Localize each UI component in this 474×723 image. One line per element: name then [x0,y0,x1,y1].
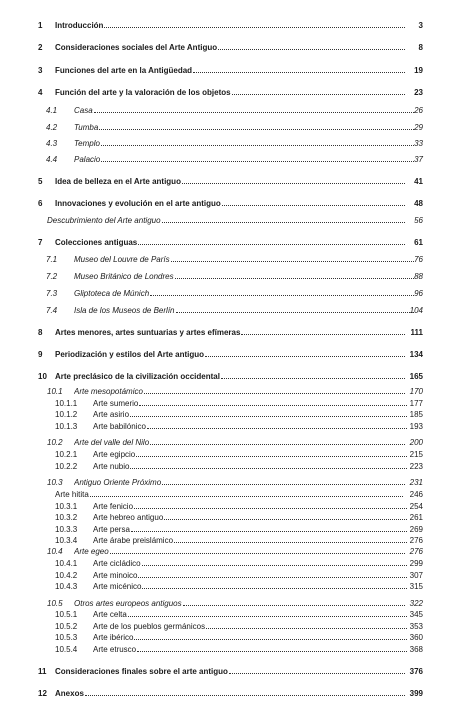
toc-entry-number: 10.1.3 [55,422,78,431]
toc-entry-title: Innovaciones y evolución en el arte antiguo [55,199,221,208]
toc-entry-page: 134 [409,350,423,359]
toc-entry-title: Gliptoteca de Múnich [74,289,150,298]
toc-entry-title: Palacio [74,155,101,164]
toc-entry-title-with-leader [55,688,405,699]
toc-entry[interactable] [0,20,474,31]
dot-leader [128,616,407,617]
toc-entry-title-with-leader [55,20,405,31]
toc-entry-title-with-leader [74,254,414,265]
toc-entry-page: 223 [409,462,423,471]
dot-leader [229,673,405,674]
toc-entry-number: 10.2.2 [55,462,78,471]
toc-entry-number: 10.3.2 [55,513,78,522]
toc-entry-page: 41 [414,177,423,186]
toc-entry[interactable] [0,437,474,448]
toc-entry-number: 7.4 [46,306,58,315]
toc-entry[interactable] [0,409,474,420]
toc-entry-title-with-leader [93,535,407,546]
toc-entry[interactable] [0,501,474,512]
toc-entry-title-with-leader [93,398,407,409]
toc-entry-title-with-leader [93,609,407,620]
toc-entry-page: 231 [409,478,423,487]
toc-entry-title-with-leader [55,176,405,187]
dot-leader [176,312,415,313]
toc-entry-title-with-leader [55,237,405,248]
toc-entry[interactable] [0,535,474,546]
toc-entry-title: Arte de los pueblos germánicos [93,622,206,631]
toc-entry-page: 96 [414,289,423,298]
toc-entry-title-with-leader [74,154,414,165]
dot-leader [193,72,405,73]
toc-entry-number: 4 [38,88,43,97]
toc-entry-title: Introducción [55,21,104,30]
toc-entry[interactable] [0,524,474,535]
toc-entry-title-with-leader [93,409,407,420]
toc-entry-number: 7.3 [46,289,58,298]
dot-leader [162,222,405,223]
toc-entry-title: Arte egeo [74,547,109,556]
toc-entry-page: 104 [409,306,423,315]
toc-entry-page: 165 [409,372,423,381]
toc-entry-page: 61 [414,238,423,247]
toc-entry[interactable] [0,598,474,609]
dot-leader [131,531,407,532]
toc-entry[interactable] [0,271,474,282]
toc-entry-title: Arte etrusco [93,645,137,654]
toc-entry-title: Arte sumerio [93,399,139,408]
toc-entry-page: 353 [409,622,423,631]
toc-entry-number: 5 [38,177,43,186]
toc-entry-page: 56 [414,216,423,225]
toc-entry-page: 193 [409,422,423,431]
toc-entry-title-with-leader [93,581,407,592]
dot-leader [134,508,407,509]
toc-entry-page: 76 [414,255,423,264]
dot-leader [147,428,407,429]
toc-entry-title-with-leader [74,386,405,397]
toc-entry[interactable] [0,42,474,53]
toc-entry-page: 299 [409,559,423,568]
toc-entry-title: Arte hebreo antiguo [93,513,164,522]
toc-entry-title-with-leader [55,65,405,76]
toc-entry-number: 4.2 [46,123,58,132]
dot-leader [171,261,414,262]
dot-leader [144,393,405,394]
toc-entry-title-with-leader [74,288,414,299]
toc-entry-number: 3 [38,66,43,75]
toc-entry[interactable] [0,65,474,76]
toc-entry[interactable] [0,237,474,248]
dot-leader [90,496,403,497]
toc-entry-page: 19 [414,66,423,75]
toc-entry-number: 10.5.4 [55,645,78,654]
toc-entry-page: 246 [409,490,423,499]
dot-leader [134,639,407,640]
toc-entry-page: 88 [414,272,423,281]
toc-entry-number: 10.1 [47,387,63,396]
dot-leader [85,695,405,696]
toc-entry-title: Arte cicládico [93,559,141,568]
toc-entry-title: Consideraciones sociales del Arte Antiguo [55,43,218,52]
toc-entry-title-with-leader [74,546,405,557]
toc-entry-number: 10 [38,372,47,381]
toc-entry-page: 307 [409,571,423,580]
dot-leader [150,444,405,445]
toc-entry-number: 6 [38,199,43,208]
toc-entry-page: 276 [409,547,423,556]
toc-entry-title: Arte nubio [93,462,130,471]
toc-entry-title-with-leader [93,632,407,643]
toc-entry[interactable] [0,609,474,620]
toc-entry-title-with-leader [74,305,414,316]
toc-entry-title-with-leader [93,449,407,460]
toc-entry-title-with-leader [47,215,405,226]
toc-entry-title-with-leader [93,621,407,632]
toc-entry-page: 360 [409,633,423,642]
toc-entry-number: 10.2.1 [55,450,78,459]
toc-entry-title: Otros artes europeos antiguos [74,599,182,608]
toc-entry-title: Antiguo Oriente Próximo [74,478,162,487]
toc-entry-title: Funciones del arte en la Antigüedad [55,66,193,75]
toc-entry-number: 2 [38,43,43,52]
toc-entry-title: Arte asirio [93,410,130,419]
toc-entry-title-with-leader [93,644,407,655]
toc-entry-page: 29 [414,123,423,132]
toc-entry-page: 185 [409,410,423,419]
toc-entry-title: Templo [74,139,100,148]
toc-entry-title: Arte ibérico [93,633,134,642]
toc-entry[interactable] [0,688,474,699]
toc-entry-page: 376 [409,667,423,676]
toc-entry[interactable] [0,558,474,569]
dot-leader [104,27,405,28]
toc-entry-title: Arte del valle del Nilo [74,438,150,447]
dot-leader [222,205,405,206]
toc-entry[interactable] [0,477,474,488]
toc-entry-title: Isla de los Museos de Berlín [74,306,175,315]
toc-entry-number: 10.5 [47,599,63,608]
dot-leader [221,378,405,379]
toc-entry-title: Arte minoico [93,571,138,580]
toc-entry-page: 48 [414,199,423,208]
toc-entry-number: 12 [38,689,47,698]
toc-entry-number: 7.1 [46,255,58,264]
toc-entry-title-with-leader [55,198,405,209]
dot-leader [232,94,405,95]
toc-entry[interactable] [0,632,474,643]
toc-entry[interactable] [0,122,474,133]
dot-leader [138,577,407,578]
toc-entry-page: 26 [414,106,423,115]
toc-entry-number: 10.3.3 [55,525,78,534]
toc-entry-number: 10.3.4 [55,536,78,545]
toc-entry[interactable] [0,489,474,500]
dot-leader [139,405,407,406]
toc-entry-page: 33 [414,139,423,148]
toc-entry-title: Arte árabe preislámico [93,536,174,545]
toc-entry-number: 10.4 [47,547,63,556]
toc-entry-title-with-leader [93,421,407,432]
toc-entry-title-with-leader [74,138,414,149]
dot-leader [218,49,405,50]
toc-entry-title-with-leader [55,489,403,500]
toc-entry-title: Tumba [74,123,99,132]
toc-entry-title-with-leader [55,327,405,338]
dot-leader [136,456,407,457]
dot-leader [182,183,405,184]
toc-entry-number: 10.1.2 [55,410,78,419]
dot-leader [205,356,405,357]
dot-leader [130,416,407,417]
dot-leader [175,278,414,279]
toc-entry-title-with-leader [55,371,405,382]
toc-entry-page: 254 [409,502,423,511]
toc-entry-number: 10.3 [47,478,63,487]
toc-entry[interactable] [0,154,474,165]
toc-entry-page: 200 [409,438,423,447]
dot-leader [183,605,405,606]
toc-entry-number: 4.1 [46,106,58,115]
dot-leader [206,628,407,629]
dot-leader [174,542,407,543]
toc-entry-page: 23 [414,88,423,97]
toc-entry[interactable] [0,176,474,187]
dot-leader [162,484,405,485]
toc-entry-page: 261 [409,513,423,522]
toc-entry[interactable] [0,461,474,472]
toc-entry-number: 10.4.2 [55,571,78,580]
toc-entry-title: Arte preclásico de la civilización occidental [55,372,220,381]
toc-entry-page: 368 [409,645,423,654]
toc-entry-number: 7.2 [46,272,58,281]
toc-entry-number: 11 [38,667,47,676]
toc-entry-title: Arte egipcio [93,450,136,459]
toc-entry[interactable] [0,421,474,432]
toc-entry-page: 345 [409,610,423,619]
toc-entry-number: 10.4.1 [55,559,78,568]
toc-entry[interactable] [0,288,474,299]
toc-entry-number: 10.5.2 [55,622,78,631]
toc-entry-number: 10.3.1 [55,502,78,511]
toc-entry[interactable] [0,198,474,209]
dot-leader [164,519,407,520]
dot-leader [110,553,405,554]
toc-entry-title: Arte fenicio [93,502,134,511]
dot-leader [138,244,405,245]
dot-leader [142,565,407,566]
toc-entry[interactable] [0,138,474,149]
toc-entry-number: 4.3 [46,139,58,148]
dot-leader [142,588,407,589]
toc-entry-title-with-leader [93,501,407,512]
toc-entry-page: 170 [409,387,423,396]
toc-entry-number: 10.5.1 [55,610,78,619]
toc-entry[interactable] [0,215,474,226]
toc-entry-title: Arte hitita [55,490,89,499]
toc-entry-title: Consideraciones finales sobre el arte antiguo [55,667,228,676]
toc-entry-title: Colecciones antiguas [55,238,138,247]
toc-entry-title-with-leader [93,570,407,581]
toc-entry[interactable] [0,87,474,98]
toc-entry-title: Idea de belleza en el Arte antiguo [55,177,181,186]
toc-entry-title: Arte micénico [93,582,142,591]
toc-entry-page: 315 [409,582,423,591]
toc-entry-number: 9 [38,350,43,359]
toc-entry-title: Arte babilónico [93,422,146,431]
toc-entry[interactable] [0,305,474,316]
toc-entry-title: Descubrimiento del Arte antiguo [47,216,161,225]
toc-entry[interactable] [0,371,474,382]
toc-entry-page: 399 [409,689,423,698]
toc-entry-title: Arte mesopotámico [74,387,143,396]
toc-entry-number: 4.4 [46,155,58,164]
toc-entry-title-with-leader [74,437,405,448]
toc-entry-title-with-leader [55,87,405,98]
dot-leader [130,468,407,469]
toc-entry[interactable] [0,386,474,397]
toc-entry[interactable] [0,254,474,265]
dot-leader [137,651,407,652]
toc-entry-title-with-leader [74,598,405,609]
dot-leader [101,145,414,146]
toc-entry-number: 8 [38,328,43,337]
dot-leader [101,161,414,162]
dot-leader [99,129,414,130]
toc-entry-page: 269 [409,525,423,534]
toc-entry-title: Artes menores, artes suntuarias y artes efímeras [55,328,241,337]
dot-leader [150,295,414,296]
toc-entry[interactable] [0,398,474,409]
toc-entry[interactable] [0,349,474,360]
toc-entry[interactable] [0,512,474,523]
toc-entry-title: Museo del Louvre de París [74,255,170,264]
toc-entry-title-with-leader [55,666,405,677]
toc-entry-number: 10.1.1 [55,399,78,408]
toc-entry-title-with-leader [93,524,407,535]
toc-entry-page: 8 [418,43,423,52]
toc-entry-page: 215 [409,450,423,459]
toc-entry-page: 322 [409,599,423,608]
toc-entry-title-with-leader [74,477,405,488]
toc-entry-title: Anexos [55,689,84,698]
toc-entry-title-with-leader [55,42,405,53]
toc-entry[interactable] [0,621,474,632]
toc-entry[interactable] [0,449,474,460]
toc-entry-page: 111 [410,328,423,337]
toc-entry-page: 3 [418,21,423,30]
toc-entry-number: 10.4.3 [55,582,78,591]
toc-entry-title: Periodización y estilos del Arte antiguo [55,350,205,359]
toc-entry-title-with-leader [93,512,407,523]
toc-entry-page: 37 [414,155,423,164]
toc-entry-number: 10.5.3 [55,633,78,642]
dot-leader [94,112,414,113]
toc-entry-title: Museo Británico de Londres [74,272,174,281]
dot-leader [241,334,405,335]
toc-entry-number: 10.2 [47,438,63,447]
toc-entry-title: Casa [74,106,93,115]
toc-entry-title-with-leader [74,105,414,116]
toc-entry-number: 1 [38,21,43,30]
toc-entry[interactable] [0,581,474,592]
toc-entry-number: 7 [38,238,43,247]
toc-entry[interactable] [0,570,474,581]
toc-entry-page: 177 [409,399,423,408]
toc-entry-title-with-leader [74,122,414,133]
toc-entry-page: 276 [409,536,423,545]
toc-entry[interactable] [0,666,474,677]
toc-entry-title: Arte persa [93,525,130,534]
toc-entry-title-with-leader [93,461,407,472]
toc-entry-title-with-leader [55,349,405,360]
toc-entry[interactable] [0,644,474,655]
toc-entry[interactable] [0,546,474,557]
toc-entry[interactable] [0,327,474,338]
toc-entry-title-with-leader [74,271,414,282]
toc-entry-title-with-leader [93,558,407,569]
toc-entry[interactable] [0,105,474,116]
toc-entry-title: Función del arte y la valoración de los objetos [55,88,231,97]
toc-entry-title: Arte celta [93,610,127,619]
